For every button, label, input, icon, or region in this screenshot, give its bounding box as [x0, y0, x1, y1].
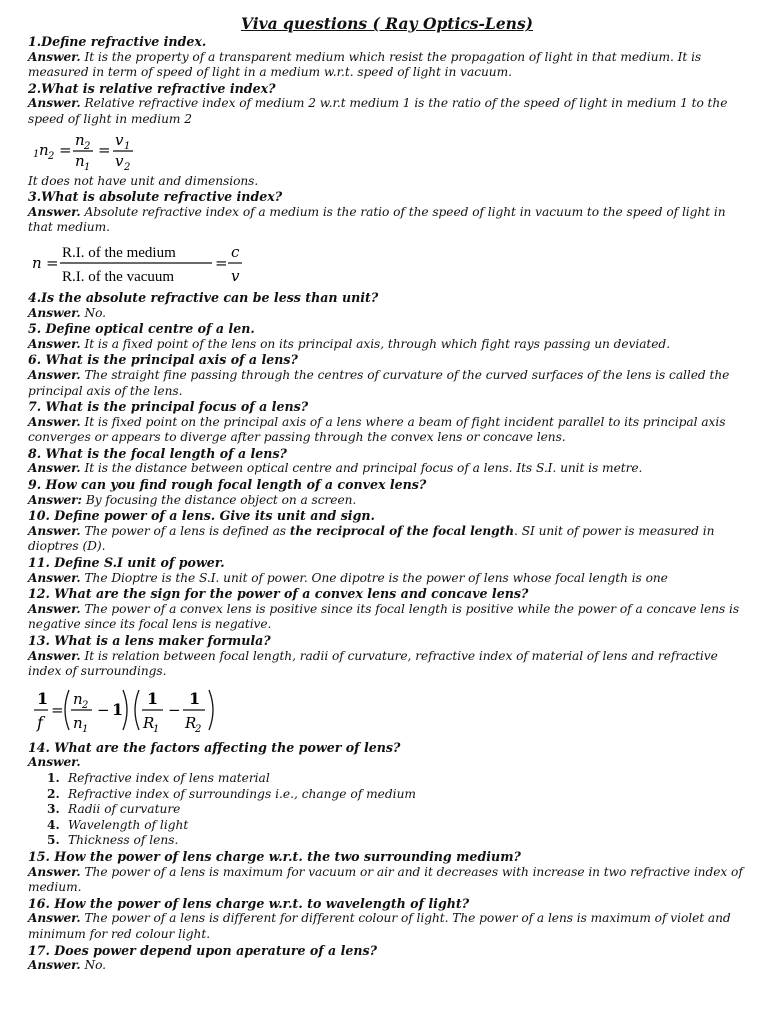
answer-10-text-pre: The power of a lens is defined as — [84, 523, 290, 538]
answer-3 — [28, 205, 746, 236]
answer-10-text-post: . SI unit of power is measured in dioptres (D). — [28, 523, 715, 554]
answer-6-text: The straight fine passing through the centres of curvature of the curved surfaces of the lens is called the principal axis of the lens. — [28, 367, 730, 398]
answer-label: Answer. — [28, 305, 81, 320]
question-2: 2.What is relative refractive index? — [28, 80, 276, 96]
list-item: 4. Wavelength of light — [64, 818, 746, 834]
list-item: 1. Refractive index of lens material — [64, 771, 746, 787]
answer-5-text: It is a fixed point of the lens on its principal axis, through which fight rays passing un deviated. — [84, 336, 671, 351]
list-item: 3. Radii of curvature — [64, 802, 746, 818]
answer-label: Answer. — [28, 958, 81, 973]
answer-15-text: The power of a lens is maximum for vacuum or air and it decreases with increase in two refractive index of medium. — [28, 864, 743, 895]
question-7: 7. What is the principal focus of a lens? — [28, 399, 309, 415]
formula-equals: = — [59, 140, 72, 159]
question-4: 4.Is the absolute refractive can be less than unit? — [28, 289, 379, 305]
question-3: 3.What is absolute refractive index? — [28, 189, 283, 205]
formula-f: f — [37, 712, 43, 732]
question-17: 17. Does power depend upon aperature of a lens? — [28, 942, 378, 958]
formula-one-r2: 1 — [189, 688, 201, 708]
formula-r1: R — [143, 713, 155, 732]
formula-n2: n — [73, 689, 83, 708]
question-6: 6. What is the principal axis of a lens? — [28, 352, 298, 368]
answer-8 — [28, 461, 746, 477]
formula-r2-sub: 2 — [195, 723, 202, 735]
formula-lhs-sub: 2 — [48, 150, 55, 162]
formula-minus: − — [97, 700, 110, 719]
answer-9-text: By focusing the distance object on a screen. — [85, 492, 357, 507]
answer-8-text: It is the distance between optical centre and principal focus of a lens. Its S.I. unit is metre. — [84, 461, 643, 476]
formula-one-r1: 1 — [147, 688, 159, 708]
answer-label: Answer. — [28, 864, 81, 879]
answer-label: Answer. — [28, 461, 81, 476]
formula-n2-sub: 2 — [82, 699, 89, 711]
formula-frac1-num-sub: 2 — [84, 140, 91, 152]
formula-r1-sub: 1 — [153, 723, 160, 735]
formula-paren-close-2 — [209, 690, 213, 730]
question-15: 15. How the power of lens charge w.r.t. the two surrounding medium? — [28, 848, 521, 864]
question-10: 10. Define power of a lens. Give its unit and sign. — [28, 508, 375, 524]
answer-12-text: The power of a convex lens is positive since its focal length is positive while the power of a concave lens is negative since its focal lens is negative. — [28, 601, 740, 632]
answer-11 — [28, 571, 746, 587]
answer-14 — [28, 755, 746, 771]
answer-label: Answer. — [28, 648, 81, 663]
formula-frac2-num-sub: 1 — [124, 140, 131, 152]
answer-label: Answer. — [28, 204, 81, 219]
answer-label: Answer. — [28, 570, 81, 585]
answer-3-text: Absolute refractive index of a medium is the ratio of the speed of light in vacuum to the speed of light in that medium. — [28, 204, 726, 235]
formula-minus-one: 1 — [112, 699, 124, 719]
question-11: 11. Define S.I unit of power. — [28, 555, 225, 571]
formula-frac2-num: v — [115, 130, 124, 149]
formula-num2: c — [231, 242, 240, 261]
answer-4 — [28, 306, 746, 322]
formula-paren-close — [123, 690, 127, 730]
question-5: 5. Define optical centre of a len. — [28, 321, 255, 337]
answer-1 — [28, 50, 746, 81]
document-page — [28, 14, 746, 974]
question-12: 12. What are the sign for the power of a convex lens and concave lens? — [28, 586, 529, 602]
answer-1-text: It is the property of a transparent medium which resist the propagation of light in that medium. It is measured in term of speed of light in a medium w.r.t. speed of light in vacuum. — [28, 49, 702, 80]
answer-label: Answer. — [28, 96, 81, 111]
formula-paren-open — [65, 690, 69, 730]
question-1: 1.Define refractive index. — [28, 34, 207, 49]
answer-11-text: The Dioptre is the S.I. unit of power. One dipotre is the power of lens whose focal length is one — [84, 570, 668, 585]
answer-label: Answer. — [28, 336, 81, 351]
answer-17 — [28, 958, 746, 974]
formula-equals: = — [46, 253, 59, 272]
formula-den2: v — [231, 266, 240, 285]
answer-4-text: No. — [84, 305, 106, 320]
formula-equals-2: = — [215, 253, 228, 272]
answer-16 — [28, 911, 746, 942]
answer-6 — [28, 368, 746, 399]
question-16: 16. How the power of lens charge w.r.t. to wavelength of light? — [28, 895, 470, 911]
answer-2-text: Relative refractive index of medium 2 w.r.t medium 1 is the ratio of the speed of light in medium 1 to the speed of light in medium 2 — [28, 96, 728, 126]
answer-label: Answer. — [28, 367, 81, 382]
question-13: 13. What is a lens maker formula? — [28, 633, 271, 648]
formula-frac2-den-sub: 2 — [124, 161, 131, 172]
answer-label: Answer. — [28, 523, 81, 538]
formula-frac1-num: n — [75, 130, 85, 149]
formula-equals-2: = — [98, 140, 111, 159]
answer-7 — [28, 415, 746, 446]
question-8: 8. What is the focal length of a lens? — [28, 445, 287, 461]
lens-maker-formula — [28, 682, 746, 738]
formula-frac1-den: n — [75, 151, 85, 170]
formula-n1-sub: 1 — [82, 723, 89, 735]
answer-label: Answer: — [28, 492, 82, 507]
answer-9 — [28, 493, 746, 509]
answer-13 — [28, 649, 746, 680]
answer-label: Answer. — [28, 49, 81, 64]
answer-label: Answer. — [28, 911, 81, 926]
formula-den: R.I. of the vacuum — [62, 268, 175, 285]
absolute-index-formula — [28, 238, 746, 288]
relative-index-formula — [28, 130, 746, 172]
formula-lhs: n — [32, 253, 42, 272]
answer-5 — [28, 337, 746, 353]
document-title: Viva questions ( Ray Optics-Lens) — [240, 14, 534, 33]
formula-r2: R — [185, 713, 197, 732]
formula-minus-2: − — [168, 700, 181, 719]
formula-frac1-den-sub: 1 — [84, 161, 91, 172]
answer-label: Answer. — [28, 755, 81, 770]
formula-paren-open-2 — [135, 690, 139, 730]
answer-10-emphasis: the reciprocal of the focal length — [289, 523, 515, 538]
answer-2-note: It does not have unit and dimensions. — [28, 173, 259, 188]
answer-16-text: The power of a lens is different for different colour of light. The power of a lens is maximum of violet and minimum for red colour light. — [28, 911, 731, 941]
answer-17-text: No. — [84, 958, 106, 973]
answer-13-text: It is relation between focal length, radii of curvature, refractive index of material of lens and refractive index of surroundings. — [28, 648, 718, 679]
formula-frac2-den: v — [115, 151, 124, 170]
answer-label: Answer. — [28, 414, 81, 429]
formula-lhs-presub: 1 — [33, 148, 40, 160]
answer-2 — [28, 96, 746, 127]
formula-num: R.I. of the medium — [62, 244, 176, 261]
answer-10 — [28, 524, 746, 555]
formula-one: 1 — [37, 688, 49, 708]
answer-15 — [28, 865, 746, 896]
list-item: 5. Thickness of lens. — [64, 833, 746, 849]
formula-equals: = — [51, 700, 64, 719]
answer-7-text: It is fixed point on the principal axis of a lens where a beam of fight incident parallel to its principal axis converges or appears to diverge after passing through the convex lens or concave lens. — [28, 414, 726, 445]
answer-label: Answer. — [28, 601, 81, 616]
factors-list — [28, 771, 746, 849]
formula-n1: n — [73, 713, 83, 732]
answer-12 — [28, 602, 746, 633]
formula-lhs-n: n — [39, 140, 49, 159]
list-item: 2. Refractive index of surroundings i.e., change of medium — [64, 787, 746, 803]
question-14: 14. What are the factors affecting the power of lens? — [28, 739, 401, 755]
question-9: 9. How can you find rough focal length of a convex lens? — [28, 477, 427, 493]
